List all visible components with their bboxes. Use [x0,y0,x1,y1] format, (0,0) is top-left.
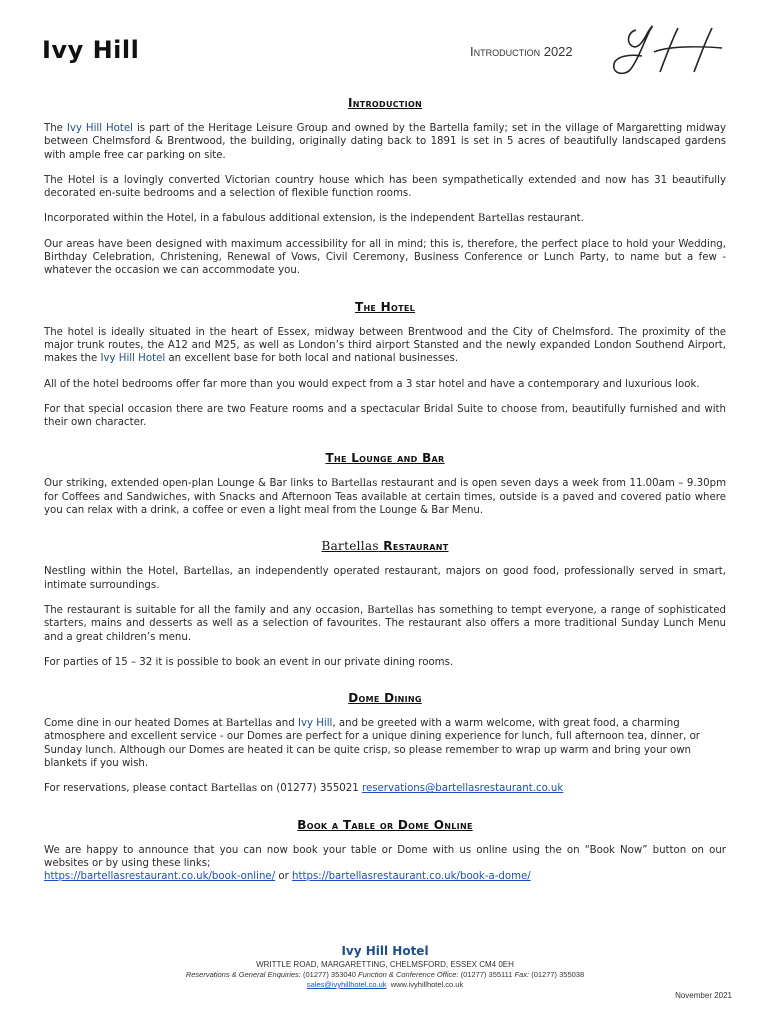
hotel-paragraph-2: All of the hotel bedrooms offer far more than you would expect from a 3 star hotel and have a contemporary and luxurious look. [44,378,700,390]
bartellas-restaurant-heading: Bartellas Restaurant [321,539,449,554]
intro-paragraph-1: The Ivy Hill Hotel is part of the Heritage Leisure Group and owned by the Bartella family; set in the village of Margaretting midway between Chelmsford & Brentwood, the building, originally dating back to 1891 is set in 5 acres of beautifully landscaped gardens with ample free car parking on site. [44,123,727,161]
footer-address: WRITTLE ROAD, MARGARETTING, CHELMSFORD, ESSEX CM4 0EH [256,960,514,969]
main-content [44,96,726,884]
dome-paragraph-1: Come dine in our heated Domes at Bartellas and Ivy Hill, and be greeted with a warm welcome, with great food, a charming atmosphere and excellent service - our Domes are perfect for a unique dining experience for lunch, full afternoon tea, dinner, or Sunday lunch. Although our Domes are heated it can be quite crisp, so please remember to wrap up warm and bring your own blankets if you wish. [44,718,700,770]
lounge-paragraph-1: Our striking, extended open-plan Lounge & Bar links to Bartellas restaurant and is open seven days a week from 11.00am – 9.30pm for Coffees and Sandwiches, with Snacks and Afternoon Teas available at certain times, outside is a paved and covered patio where you can relax with a drink, a coffee or even a light meal from the Lounge & Bar Menu. [44,478,726,517]
ivy-hill-hotel-brand: Ivy Hill Hotel [100,353,166,365]
restaurant-paragraph-1: Nestling within the Hotel, Bartellas, an independently operated restaurant, majors on good food, professionally served in smart, intimate surroundings. [44,566,726,591]
hotel-paragraph-3: For that special occasion there are two Feature rooms and a spectacular Bridal Suite to choose from, beautifully furnished and with their own character. [44,403,726,429]
intro-paragraph-4: Our areas have been designed with maximum accessibility for all in mind; this is, therefore, the perfect place to hold your Wedding, Birthday Celebration, Christening, Renewal of Vows, Civil Ceremony, Business Conference or Lunch Party, to name but a few - whatever the occasion we can accommodate you. [44,238,726,277]
bartellas-brand: Bartellas [477,213,525,225]
restaurant-paragraph-2: The restaurant is suitable for all the family and any occasion, Bartellas has something to tempt everyone, a range of sophisticated starters, mains and desserts as well as a selection of favourites. The restaurant also offers a more traditional Sunday Lunch Menu and a great children’s menu. [44,604,727,643]
lounge-bar-heading: The Lounge and Bar [325,451,445,466]
hotel-paragraph-1: The hotel is ideally situated in the heart of Essex, midway between Brentwood and the City of Chelmsford. The proximity of the major trunk routes, the A12 and M25, as well as London’s third airport Stansted and the newly expanded London Southend Airport, makes the Ivy Hill Hotel an excellent base for both local and national businesses. [44,326,726,365]
intro-paragraph-2: The Hotel is a lovingly converted Victorian country house which has been sympathetically extended and now has 31 beautifully decorated en-suite bedrooms and a selection of flexible function rooms. [44,174,726,200]
reservations-email-link[interactable]: reservations@bartellasrestaurant.co.uk [361,783,564,795]
intro-paragraph-3: Incorporated within the Hotel, in a fabulous additional extension, is the independent Bartellas restaurant. [44,213,584,225]
footer-web [0,980,770,990]
introduction-heading: Introduction [347,96,423,110]
footer-brand: Ivy Hill Hotel [341,944,429,958]
book-paragraph-1: We are happy to announce that you can now book your table or Dome with us online using the on “Book Now” button on our websites or by using these links; [44,844,726,869]
ivy-hill-logo: Ivy Hill [42,36,140,64]
bartellas-brand: Bartellas [367,604,414,616]
bartellas-brand: Bartellas [225,718,273,730]
document-date: November 2021 [675,991,732,1000]
book-online-heading: Book a Table or Dome Online [297,817,473,832]
dome-paragraph-2: For reservations, please contact Bartellas on (01277) 355021 reservations@bartellasrestaurant.co.uk [44,783,564,795]
the-hotel-heading: The Hotel [354,299,416,314]
bartellas-brand: Bartellas [330,478,378,490]
ih-monogram-logo [608,24,726,76]
footer-website[interactable]: www.ivyhillhotel.co.uk [390,980,464,989]
book-online-link[interactable]: https://bartellasrestaurant.co.uk/book-online/ [44,871,276,883]
dome-dining-heading: Dome Dining [348,691,422,706]
page-footer [0,944,770,990]
header-title: Introduction 2022 [470,44,573,59]
ivy-hill-hotel-brand: Ivy Hill Hotel [66,123,133,134]
bartellas-brand: Bartellas [210,783,258,795]
bartellas-brand: Bartellas [183,566,230,578]
footer-contact-numbers: Reservations & General Enquiries: (01277) 353040 Function & Conference Office: (01277) 355111 Fax: (01277) 355038 [185,970,585,979]
footer-email-link[interactable]: sales@ivyhillhotel.co.uk [306,980,387,989]
ivy-hill-brand: Ivy Hill [297,718,333,730]
restaurant-paragraph-3: For parties of 15 – 32 it is possible to book an event in our private dining rooms. [44,656,454,668]
book-a-dome-link[interactable]: https://bartellasrestaurant.co.uk/book-a-dome/ [292,871,531,883]
book-links: https://bartellasrestaurant.co.uk/book-online/ or https://bartellasrestaurant.co.uk/book-a-dome/ [44,871,531,883]
